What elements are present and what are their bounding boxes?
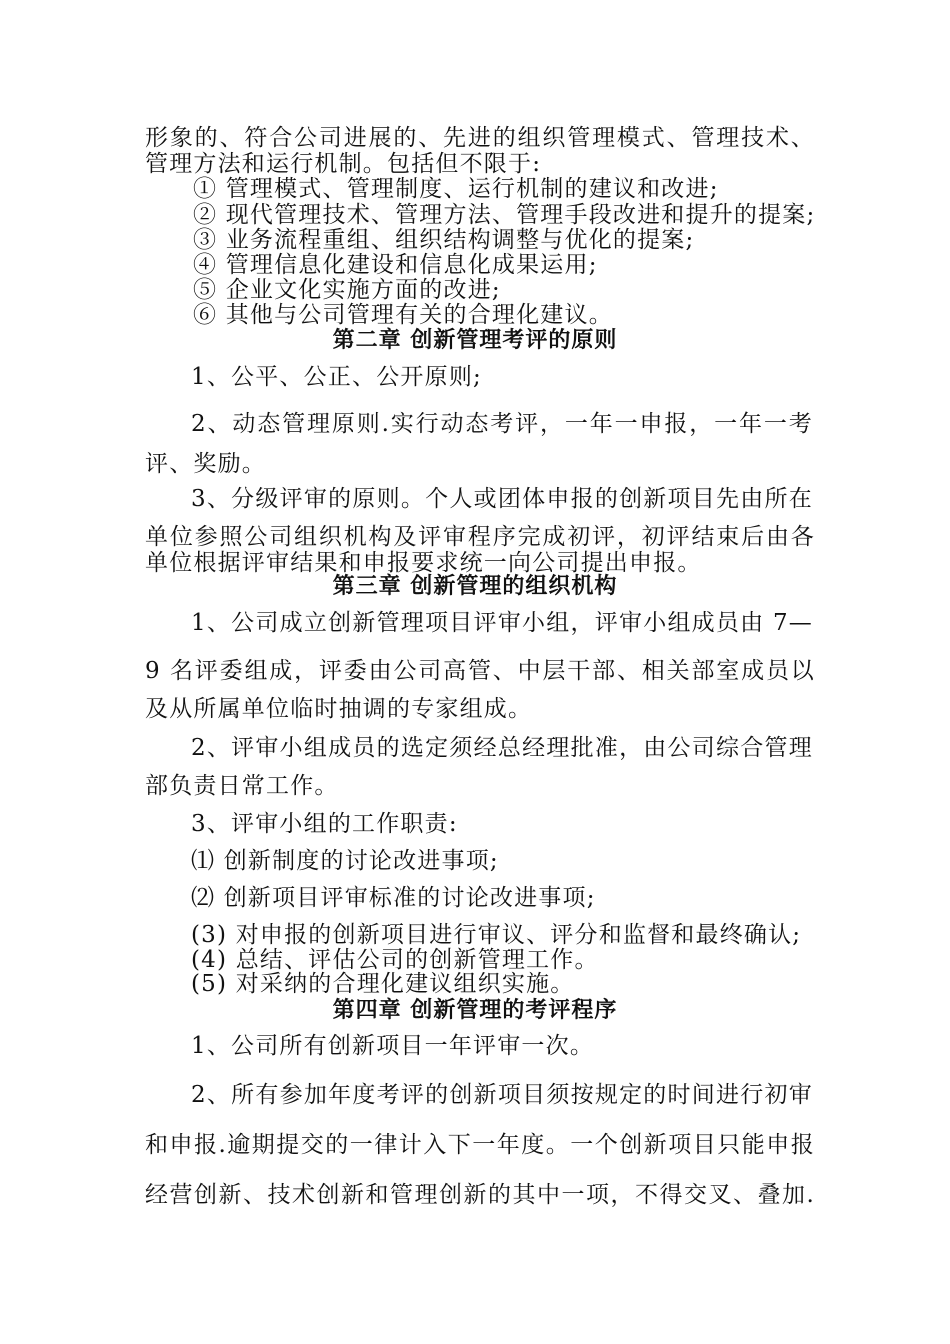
ch2-para-2-line-2: 评、奖励。 (145, 451, 266, 477)
ch4-para-1: 1、公司所有创新项目一年评审一次。 (191, 1033, 595, 1059)
ch2-para-3-line-1: 3、分级评审的原则。个人或团体申报的创新项目先由所在 (191, 486, 813, 512)
intro-item-2: ② 现代管理技术、管理方法、管理手段改进和提升的提案; (193, 202, 816, 228)
intro-item-1: ① 管理模式、管理制度、运行机制的建议和改进; (193, 176, 719, 202)
ch3-para-3: 3、评审小组的工作职责: (191, 811, 458, 837)
intro-item-3: ③ 业务流程重组、组织结构调整与优化的提案; (193, 227, 695, 253)
ch4-para-2-line-3: 经营创新、技术创新和管理创新的其中一项，不得交叉、叠加. (145, 1182, 815, 1208)
intro-line-2: 管理方法和运行机制。包括但不限于: (145, 151, 542, 177)
ch3-para-1-line-1: 1、公司成立创新管理项目评审小组，评审小组成员由 7— (191, 610, 813, 636)
chapter-2-heading: 第二章 创新管理考评的原则 (332, 327, 618, 353)
intro-line-1: 形象的、符合公司进展的、先进的组织管理模式、管理技术、 (145, 125, 815, 151)
ch3-duty-2: ⑵ 创新项目评审标准的讨论改进事项; (191, 885, 596, 911)
ch3-duty-5: (5) 对采纳的合理化建议组织实施。 (191, 971, 575, 997)
ch2-para-3-line-2: 单位参照公司组织机构及评审程序完成初评，初评结束后由各 (145, 524, 815, 550)
ch2-para-2-line-1: 2、动态管理原则.实行动态考评，一年一申报，一年一考 (191, 411, 813, 437)
ch2-para-1: 1、公平、公正、公开原则; (191, 364, 482, 390)
chapter-4-heading: 第四章 创新管理的考评程序 (332, 997, 618, 1023)
ch3-duty-1: ⑴ 创新制度的讨论改进事项; (191, 848, 499, 874)
intro-item-6: ⑥ 其他与公司管理有关的合理化建议。 (193, 302, 613, 328)
ch3-duty-3: (3) 对申报的创新项目进行审议、评分和监督和最终确认; (191, 922, 802, 948)
ch3-para-2-line-2: 部负责日常工作。 (145, 773, 339, 799)
ch3-para-1-line-2: 9 名评委组成，评委由公司高管、中层干部、相关部室成员以 (145, 658, 815, 684)
ch3-duty-4: (4) 总结、评估公司的创新管理工作。 (191, 947, 599, 973)
ch2-para-3-line-3: 单位根据评审结果和申报要求统一向公司提出申报。 (145, 550, 702, 576)
intro-item-4: ④ 管理信息化建设和信息化成果运用; (193, 252, 598, 278)
ch4-para-2-line-2: 和申报.逾期提交的一律计入下一年度。一个创新项目只能申报 (145, 1132, 815, 1158)
ch3-para-1-line-3: 及从所属单位临时抽调的专家组成。 (145, 696, 533, 722)
ch4-para-2-line-1: 2、所有参加年度考评的创新项目须按规定的时间进行初审 (191, 1082, 813, 1108)
chapter-3-heading: 第三章 创新管理的组织机构 (332, 573, 618, 599)
ch3-para-2-line-1: 2、评审小组成员的选定须经总经理批准，由公司综合管理 (191, 735, 813, 761)
intro-item-5: ⑤ 企业文化实施方面的改进; (193, 277, 501, 303)
